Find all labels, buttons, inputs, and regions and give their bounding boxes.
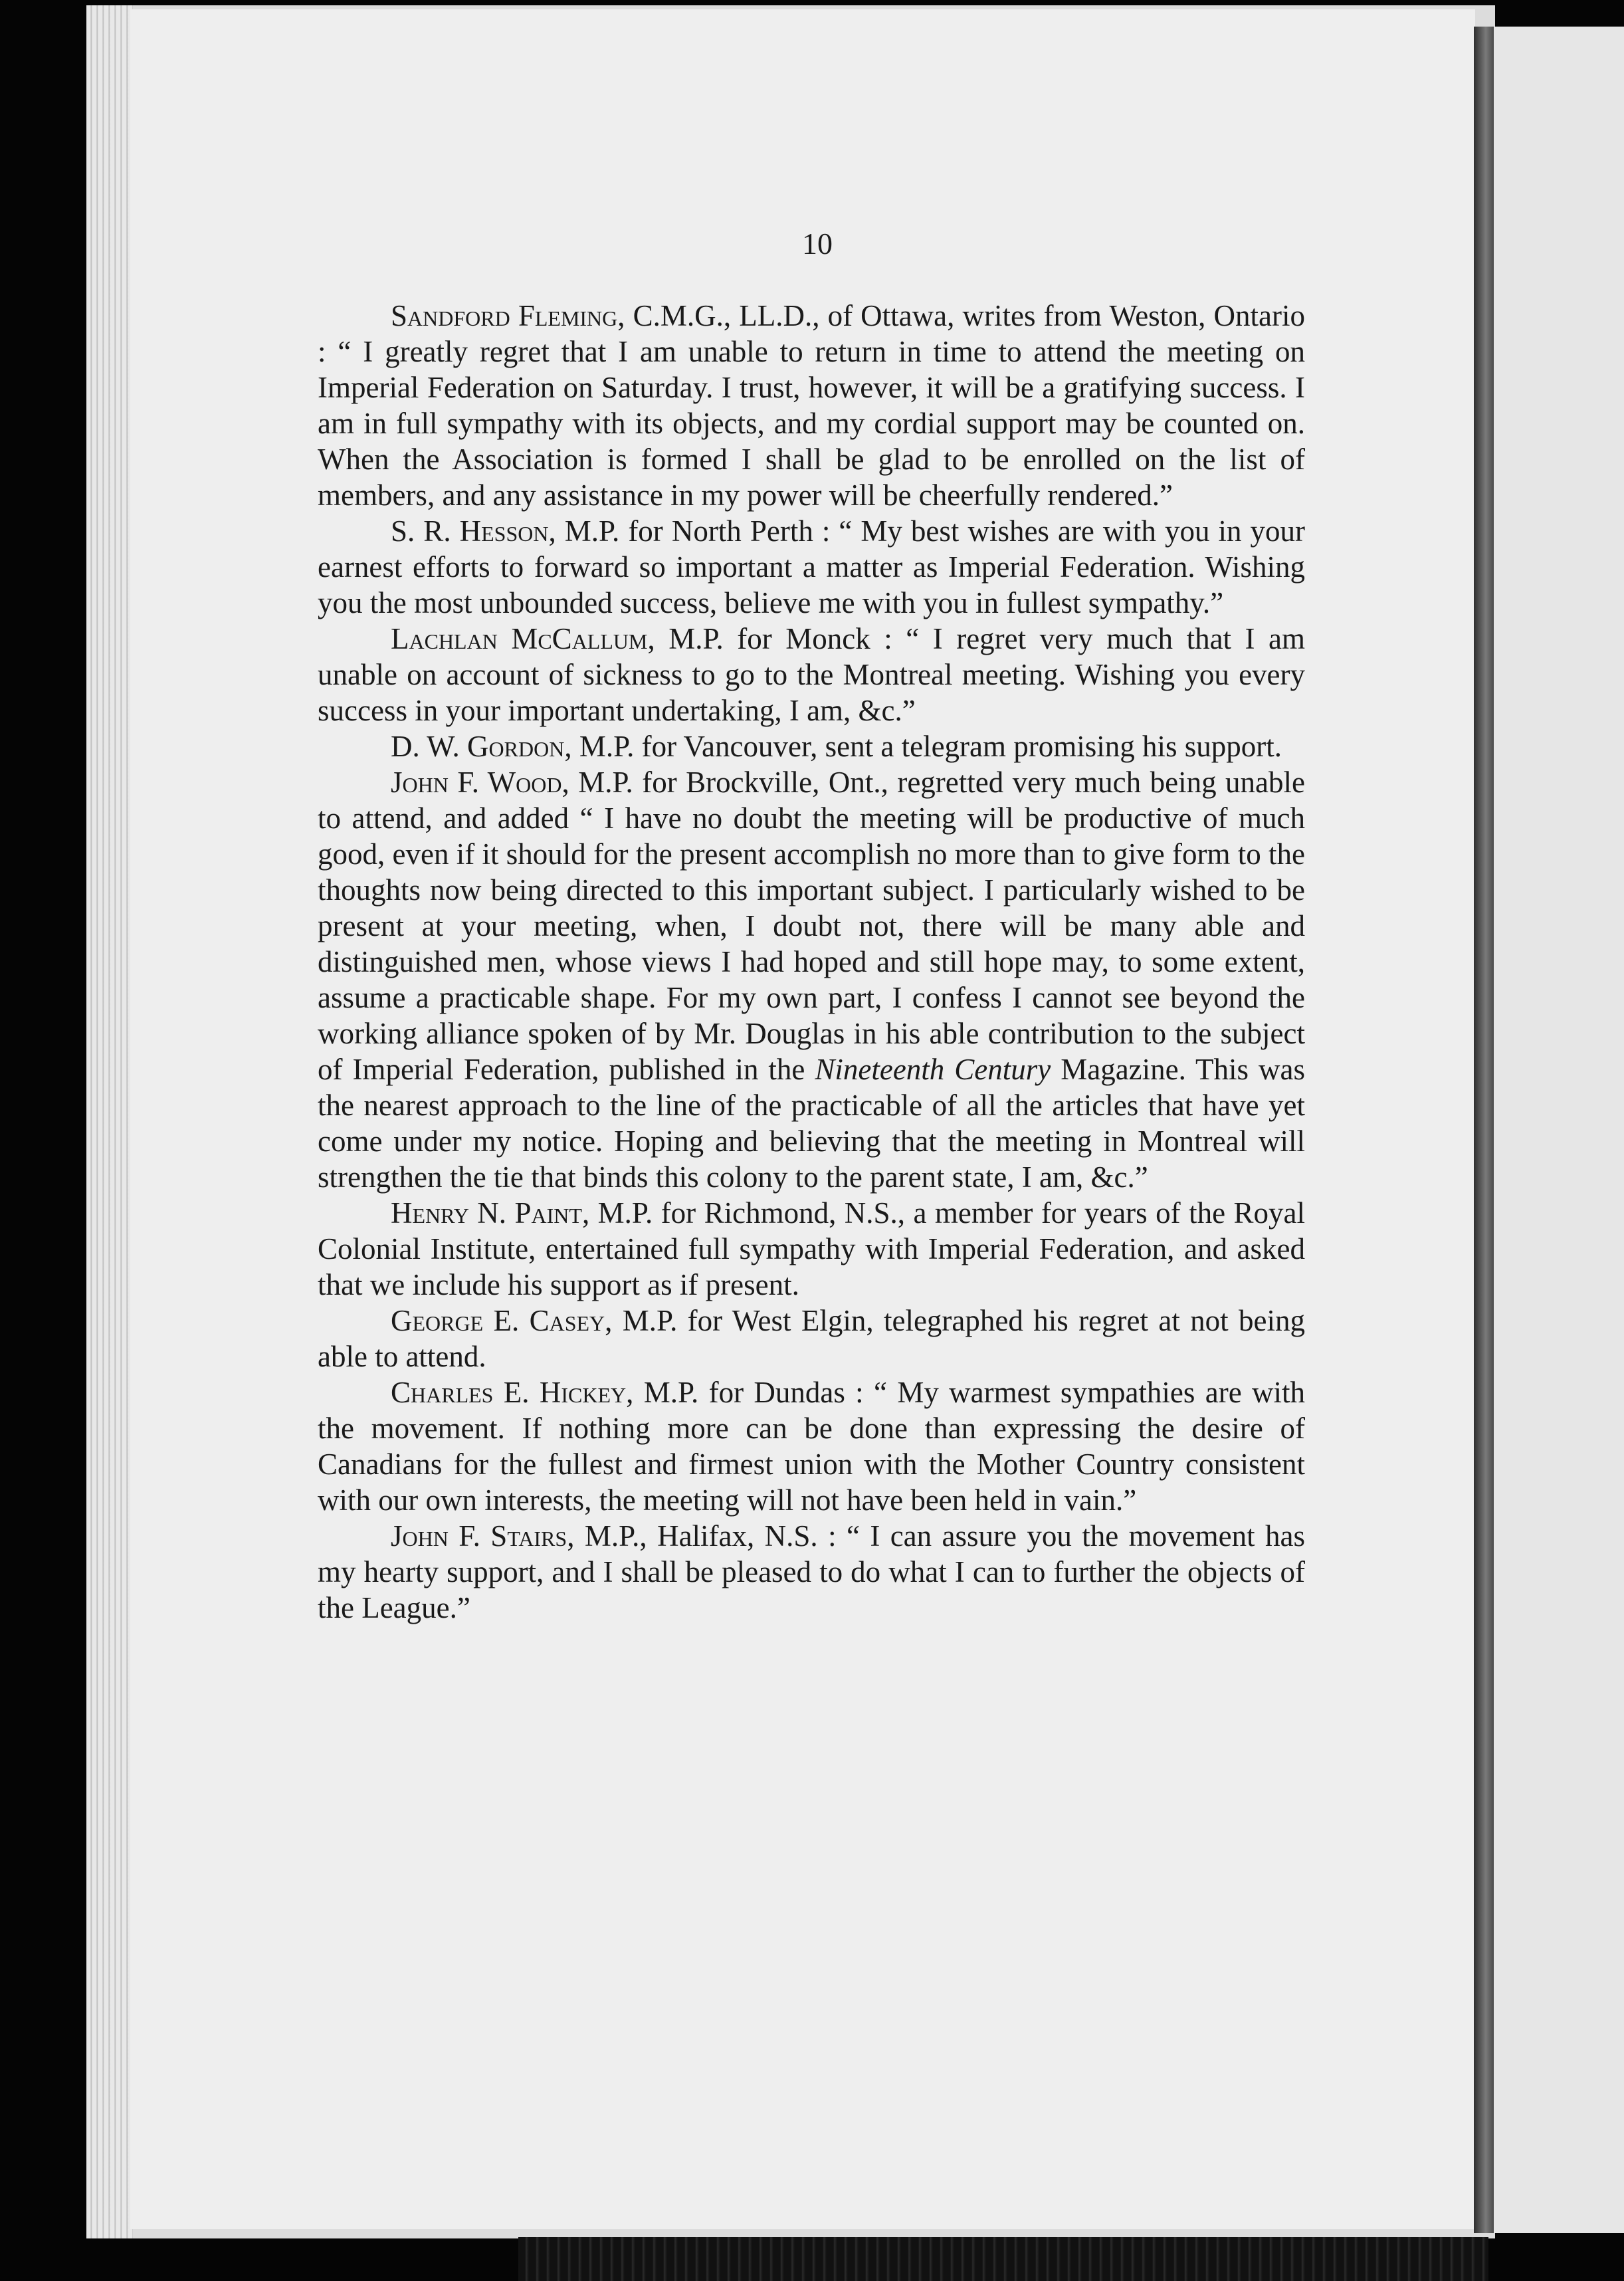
body-text (318, 298, 1305, 1626)
entry-name: John F. Wood (391, 766, 562, 799)
entry-stairs (318, 1518, 1305, 1626)
entry-text: , M.P. for North Perth : “ My best wishes are with you in your earnest efforts to forward so important a matter as Imperial Federation. Wishing you the most unbounded success, believe me with you in fullest sympathy.” (318, 514, 1306, 619)
entry-text: , M.P. for West Elgin, telegraphed his regret at not being able to attend. (318, 1304, 1305, 1373)
entry-text: , C.M.G., LL.D., of Ottawa, writes from Weston, Ontario : “ I greatly regret that I am unable to return in time to attend the meeting on Imperial Federation on Saturday. I trust, however, it will be a gratifying success. I am in full sympathy with its objects, and my cordial support may be counted on. When the Association is formed I shall be glad to be enrolled on the list of members, and any assistance in my power will be cheerfully rendered.” (318, 299, 1305, 512)
book-spine (1474, 27, 1494, 2233)
page-edges (86, 5, 133, 2238)
entry-text: , M.P. for Vancouver, sent a telegram promising his support. (564, 730, 1282, 763)
entry-name: Charles E. Hickey (391, 1376, 627, 1409)
entry-name: Lachlan McCallum (391, 622, 648, 655)
entry-hesson (318, 513, 1305, 621)
entry-italic-title: Nineteenth Century (815, 1053, 1051, 1086)
entry-name: S. R. Hesson (391, 514, 549, 548)
book-bottom-edge (518, 2237, 1488, 2281)
entry-name: D. W. Gordon (391, 730, 565, 763)
entry-wood (318, 764, 1305, 1195)
facing-page (1494, 27, 1624, 2233)
entry-gordon (318, 728, 1305, 764)
entry-paint (318, 1195, 1305, 1303)
entry-text: , M.P. for Richmond, N.S., a member for years of the Royal Colonial Institute, entertained full sympathy with Imperial Federation, and asked that we include his support as if present. (318, 1196, 1305, 1301)
entry-text: , M.P., Halifax, N.S. : “ I can assure you the movement has my hearty support, and I shall be pleased to do what I can to further the objects of the League.” (318, 1519, 1305, 1624)
entry-name: Henry N. Paint (391, 1196, 582, 1230)
entry-text: , M.P. for Monck : “ I regret very much that I am unable on account of sickness to go to the Montreal meeting. Wishing you every success in your important undertaking, I am, &c.” (318, 622, 1306, 727)
entry-name: George E. Casey (391, 1304, 605, 1337)
entry-fleming (318, 298, 1305, 513)
entry-mccallum (318, 621, 1305, 728)
page-number: 10 (802, 227, 833, 261)
entry-hickey (318, 1374, 1305, 1518)
entry-text: , M.P. for Brockville, Ont., regretted very much being unable to attend, and added “ I have no doubt the meeting will be productive of much good, even if it should for the present accomplish no more than to give form to the thoughts now being directed to this important subject. I particularly wished to be present at your meeting, when, I doubt not, there will be many able and distinguished men, whose views I had hoped and still hope may, to some extent, assume a practicable shape. For my own part, I confess I cannot see beyond the working alliance spoken of by Mr. Douglas in his able contribution to the subject of Imperial Federation, published in the (318, 766, 1305, 1086)
entry-text-continued: Magazine. This was the nearest approach to the line of the practicable of all the articles that have yet come under my notice. Hoping and believing that the meeting in Montreal will strengthen the tie that binds this colony to the parent state, I am, &c.” (318, 1053, 1305, 1194)
entry-casey (318, 1303, 1305, 1374)
entry-text: , M.P. for Dundas : “ My warmest sympathies are with the movement. If nothing more can be done than expressing the desire of Canadians for the fullest and firmest union with the Mother Country consistent with our own interests, the meeting will not have been held in vain.” (318, 1376, 1305, 1517)
entry-name: John F. Stairs (391, 1519, 567, 1553)
entry-name: Sandford Fleming (391, 299, 618, 332)
